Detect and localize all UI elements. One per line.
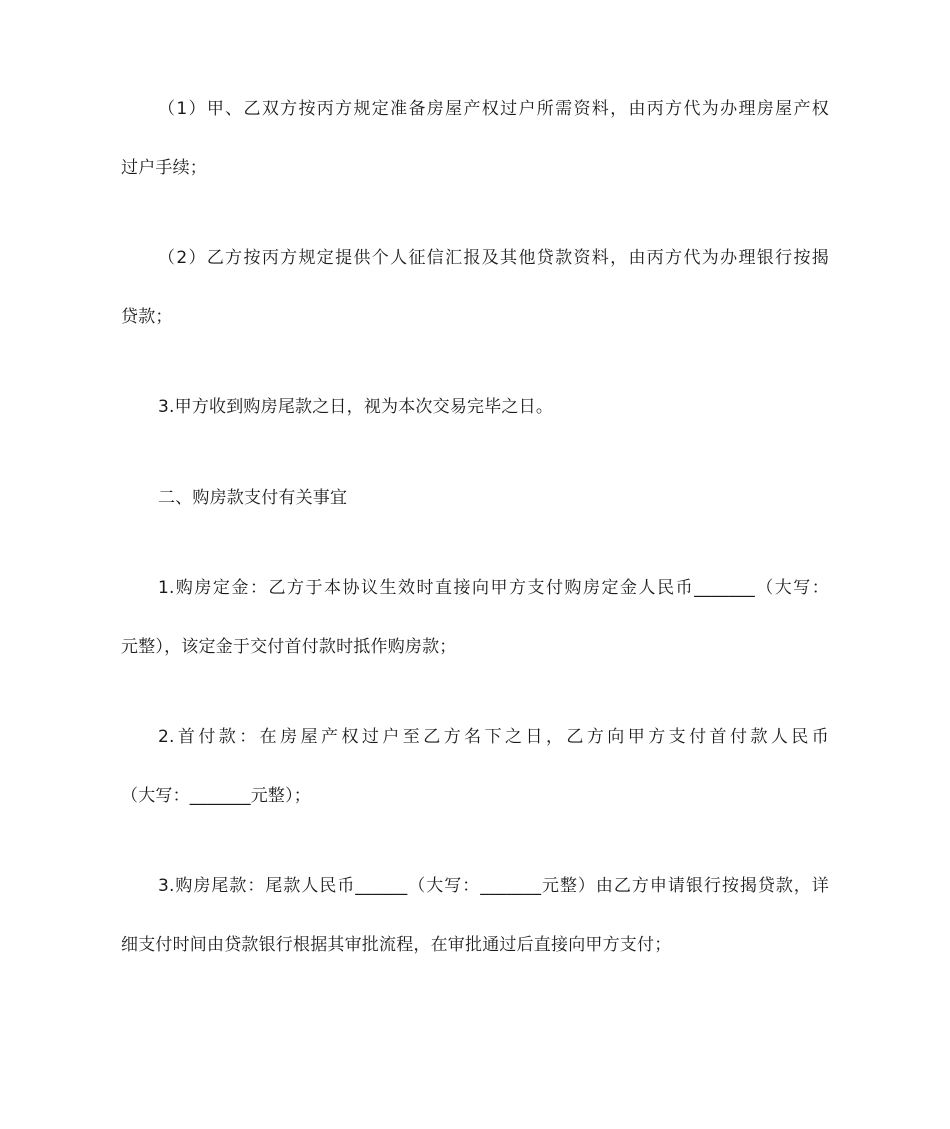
paragraph-1-line-2: 过户手续；: [121, 158, 207, 178]
paragraph-7-line-1: 3.购房尾款：尾款人民币______（大写：_______元整）由乙方申请银行按揭贷款，详: [158, 876, 829, 896]
paragraph-5-line-2: 元整），该定金于交付首付款时抵作购房款；: [121, 637, 457, 657]
paragraph-7-line-2: 细支付时间由贷款银行根据其审批流程，在审批通过后直接向甲方支付；: [121, 935, 672, 955]
paragraph-6-line-1: 2.首付款：在房屋产权过户至乙方名下之日，乙方向甲方支付首付款人民币: [158, 727, 829, 747]
paragraph-6-line-2: （大写：_______元整）；: [121, 786, 311, 806]
paragraph-3-line-1: 3.甲方收到购房尾款之日，视为本次交易完毕之日。: [158, 397, 554, 417]
section-heading: 二、购房款支付有关事宜: [158, 488, 348, 508]
paragraph-2-line-2: 贷款；: [121, 307, 173, 327]
paragraph-2-line-1: （2）乙方按丙方规定提供个人征信汇报及其他贷款资料，由丙方代为办理银行按揭: [158, 248, 829, 268]
paragraph-1-line-1: （1）甲、乙双方按丙方规定准备房屋产权过户所需资料，由丙方代为办理房屋产权: [158, 99, 829, 119]
paragraph-5-line-1: 1.购房定金：乙方于本协议生效时直接向甲方支付购房定金人民币_______（大写：: [158, 578, 829, 598]
